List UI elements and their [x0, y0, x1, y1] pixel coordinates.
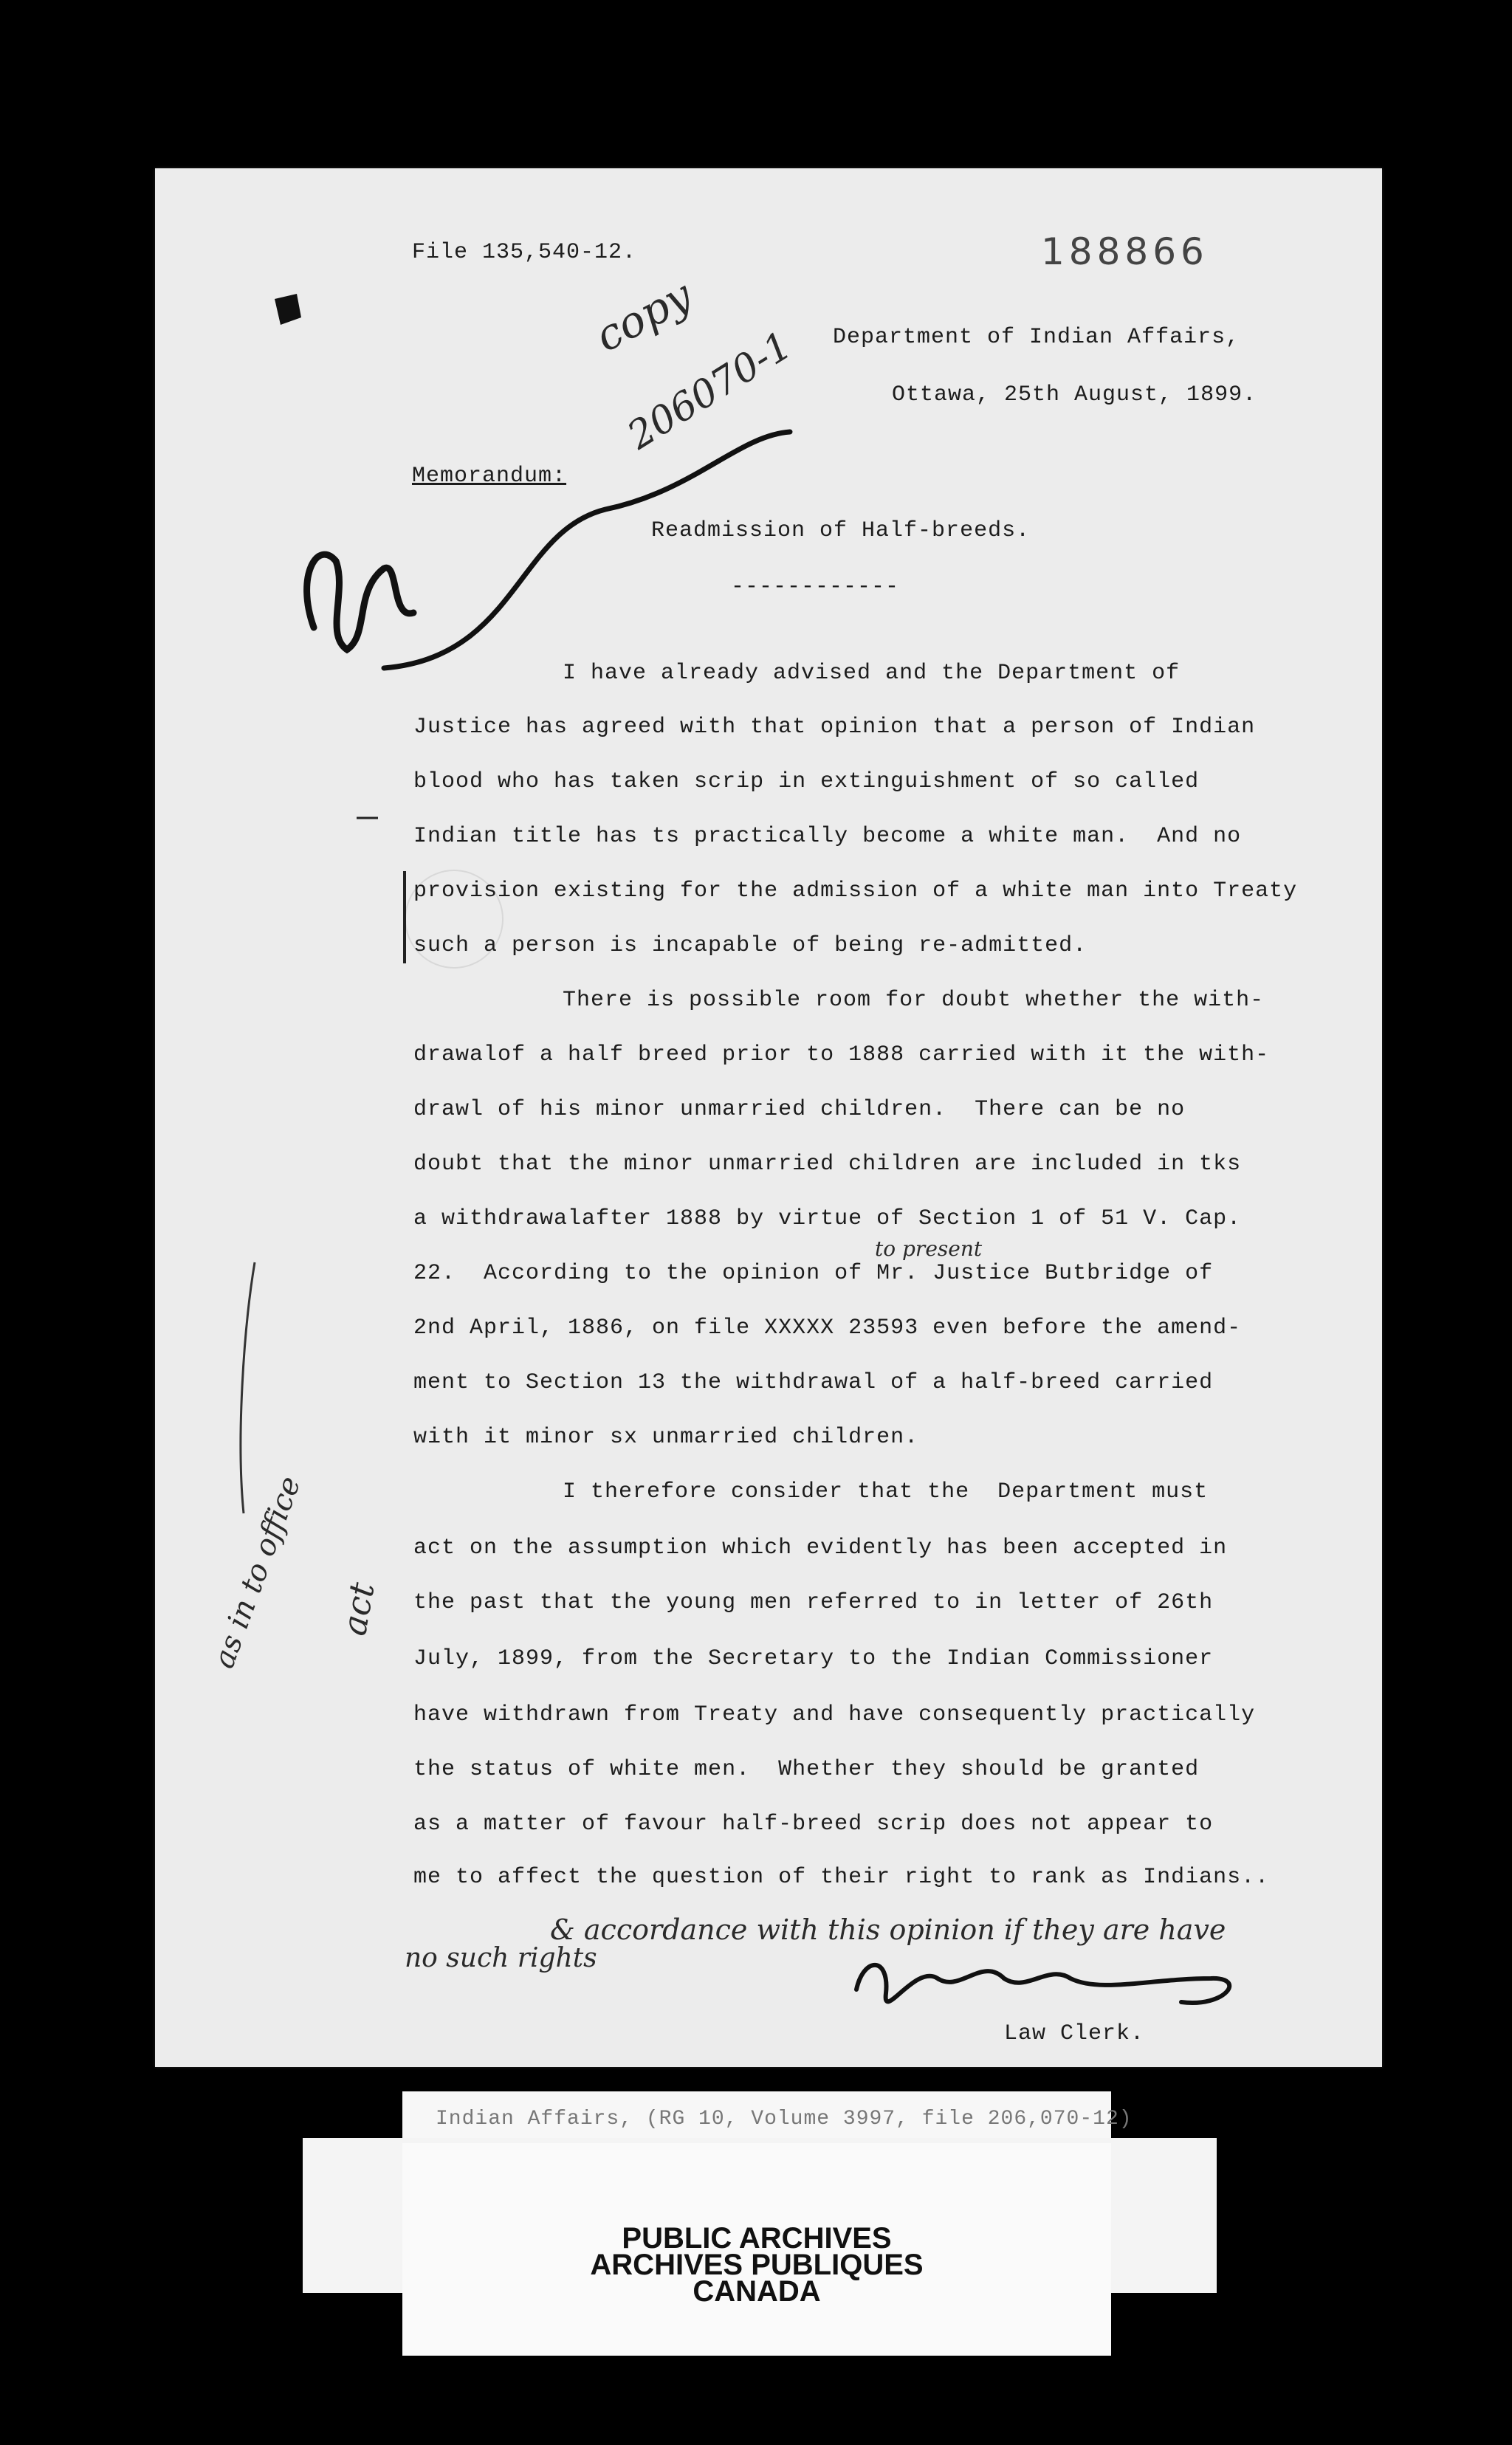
body-line: have withdrawn from Treaty and have consequently practically: [413, 1702, 1256, 1727]
archive-stamp-line: ARCHIVES PUBLIQUES: [590, 2249, 924, 2281]
large-flourish: [384, 432, 790, 668]
bottom-annotation: & accordance with this opinion if they are have: [550, 1913, 1226, 1946]
body-line: ment to Section 13 the withdrawal of a half-breed carried: [413, 1370, 1214, 1395]
body-line: the status of white men. Whether they should be granted: [413, 1757, 1200, 1782]
margin-line: [241, 1262, 255, 1513]
department-name: Department of Indian Affairs,: [833, 325, 1240, 350]
body-line: me to affect the question of their right to rank as Indians..: [413, 1865, 1270, 1890]
corner-mark: [275, 294, 301, 325]
body-line: drawalof a half breed prior to 1888 carried with it the with-: [413, 1042, 1270, 1067]
initials-mark: [307, 554, 413, 650]
subject-rule: ------------: [731, 574, 900, 599]
body-line: There is possible room for doubt whether the with-: [563, 988, 1265, 1013]
signatory-title: Law Clerk.: [1004, 2021, 1145, 2046]
memo-subject: Readmission of Half-breeds.: [651, 518, 1031, 543]
body-line: 2nd April, 1886, on file XXXXX 23593 even before the amend-: [413, 1316, 1242, 1341]
body-line: 22. According to the opinion of Mr. Justice Butbridge of: [413, 1261, 1214, 1286]
copy-number-annotation: 206070-1: [620, 323, 800, 458]
place-and-date: Ottawa, 25th August, 1899.: [892, 382, 1257, 408]
body-line: a withdrawalafter 1888 by virtue of Section 1 of 51 V. Cap.: [413, 1206, 1242, 1231]
archive-source-text: Indian Affairs, (RG 10, Volume 3997, file 206,070-12): [436, 2108, 1133, 2131]
body-line: I therefore consider that the Department must: [563, 1479, 1209, 1505]
archive-stamp: [402, 2143, 1111, 2356]
body-line: provision existing for the admission of a white man into Treaty: [413, 878, 1298, 904]
body-line: the past that the young men referred to in letter of 26th: [413, 1590, 1214, 1615]
body-line: Justice has agreed with that opinion that a person of Indian: [413, 715, 1256, 740]
body-line: as a matter of favour half-breed scrip does not appear to: [413, 1812, 1214, 1837]
body-line: Indian title has ts practically become a white man. And no: [413, 824, 1242, 849]
body-line: act on the assumption which evidently has been accepted in: [413, 1536, 1228, 1561]
body-line: July, 1899, from the Secretary to the Indian Commissioner: [413, 1646, 1214, 1671]
body-line: with it minor sx unmarried children.: [413, 1425, 919, 1450]
body-line: drawl of his minor unmarried children. There can be no: [413, 1097, 1186, 1122]
margin-annotation: as in to office: [207, 1471, 308, 1673]
file-reference: File 135,540-12.: [412, 240, 637, 265]
body-line: I have already advised and the Department of: [563, 661, 1181, 686]
body-line: doubt that the minor unmarried children are included in tks: [413, 1152, 1242, 1177]
body-line: blood who has taken scrip in extinguishment of so called: [413, 769, 1200, 794]
signature: [856, 1965, 1229, 2003]
body-line: such a person is incapable of being re-admitted.: [413, 933, 1087, 958]
inline-annotation: to present: [875, 1237, 983, 1261]
archive-stamp-line: CANADA: [693, 2275, 821, 2308]
archive-stamp-line: PUBLIC ARCHIVES: [622, 2222, 892, 2255]
file-number-stamp: 188866: [1041, 230, 1209, 273]
bottom-annotation: no such rights: [405, 1943, 597, 1973]
copy-annotation: copy: [587, 269, 701, 362]
margin-annotation-act: act: [334, 1579, 382, 1639]
memorandum-label: Memorandum:: [412, 464, 567, 489]
